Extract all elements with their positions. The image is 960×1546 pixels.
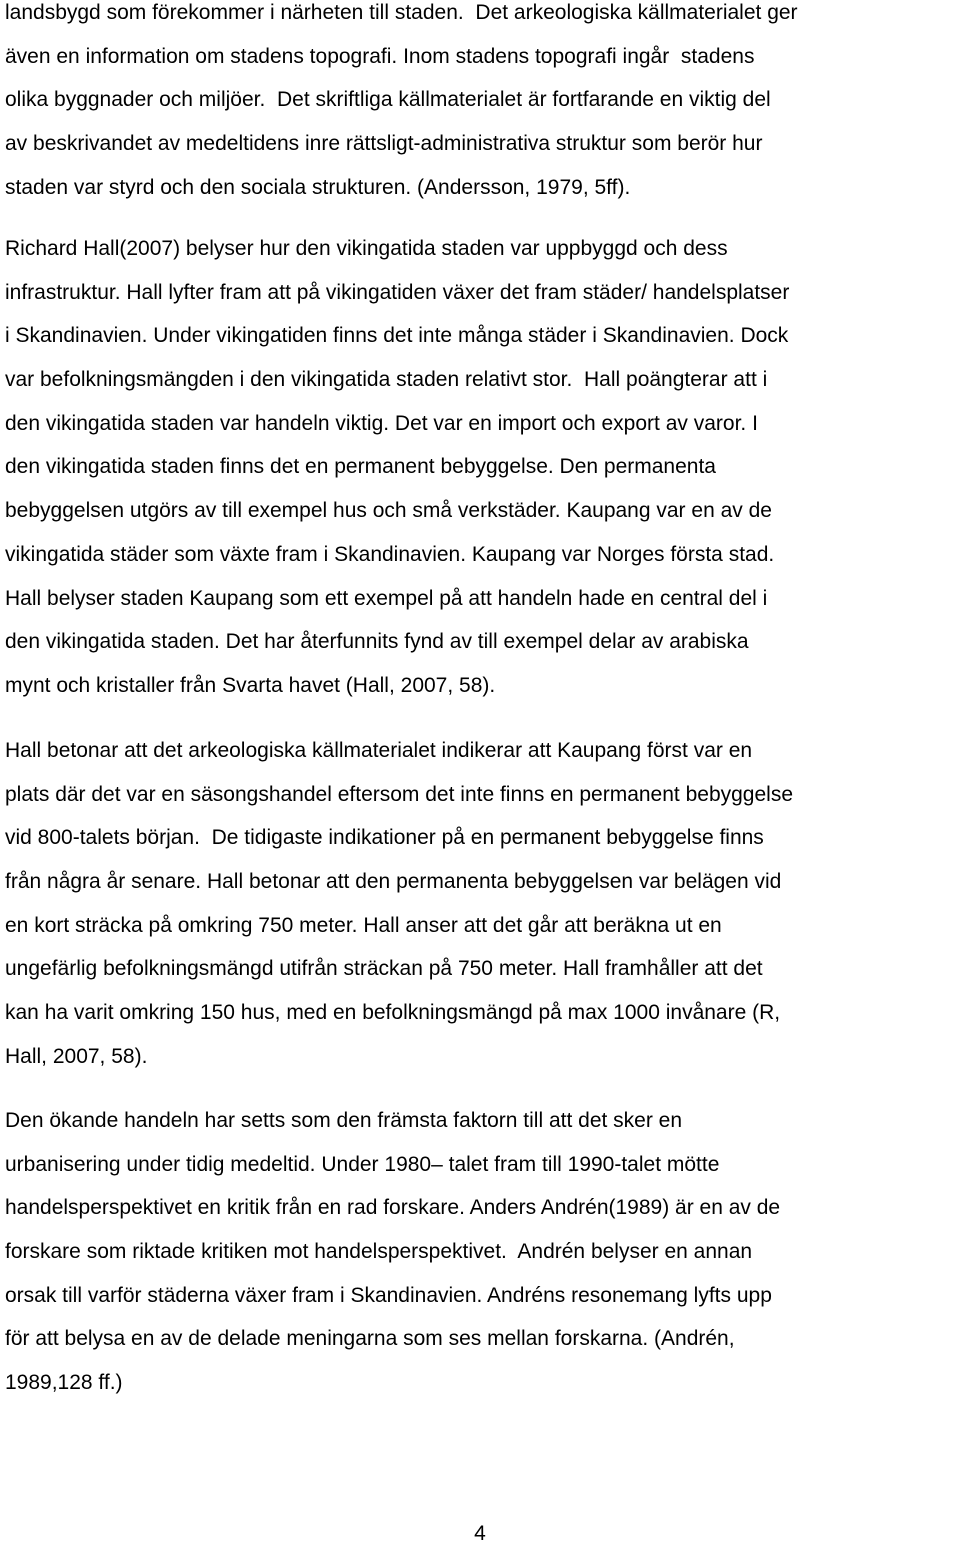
text-line: i Skandinavien. Under vikingatiden finns det inte många städer i Skandinavien. Dock — [5, 324, 789, 348]
text-line: en kort sträcka på omkring 750 meter. Hall anser att det går att beräkna ut en — [5, 913, 722, 937]
text-line: orsak till varför städerna växer fram i Skandinavien. Andréns resonemang lyfts upp — [5, 1283, 772, 1307]
text-line: den vikingatida staden finns det en permanent bebyggelse. Den permanenta — [5, 455, 716, 479]
paragraph-3 — [5, 729, 955, 1079]
paragraph-4 — [5, 1099, 955, 1405]
text-line: den vikingatida staden. Det har återfunnits fynd av till exempel delar av arabiska — [5, 630, 749, 654]
text-line: för att belysa en av de delade meningarna som ses mellan forskarna. (Andrén, — [5, 1327, 735, 1351]
text-line: staden var styrd och den sociala strukturen. (Andersson, 1979, 5ff). — [5, 175, 631, 199]
text-line: handelsperspektivet en kritik från en rad forskare. Anders Andrén(1989) är en av de — [5, 1196, 781, 1220]
text-line: landsbygd som förekommer i närheten till staden. Det arkeologiska källmaterialet ger — [5, 1, 798, 24]
page-number: 4 — [474, 1522, 486, 1545]
text-line: kan ha varit omkring 150 hus, med en befolkningsmängd på max 1000 invånare (R, — [5, 1001, 781, 1025]
text-line: ungefärlig befolkningsmängd utifrån sträckan på 750 meter. Hall framhåller att det — [5, 957, 763, 981]
text-line: även en information om stadens topografi. Inom stadens topografi ingår stadens — [5, 44, 755, 68]
paragraph-1 — [5, 0, 955, 209]
text-line: var befolkningsmängden i den vikingatida staden relativt stor. Hall poängterar att i — [5, 368, 768, 392]
text-line: Hall, 2007, 58). — [5, 1044, 148, 1068]
text-line: Hall betonar att det arkeologiska källmaterialet indikerar att Kaupang först var en — [5, 739, 753, 762]
text-line: vikingatida städer som växte fram i Skandinavien. Kaupang var Norges första stad. — [5, 542, 775, 566]
text-line: urbanisering under tidig medeltid. Under 1980– talet fram till 1990-talet mötte — [5, 1152, 720, 1176]
text-line: 1989,128 ff.) — [5, 1371, 123, 1395]
text-line: från några år senare. Hall betonar att den permanenta bebyggelsen var belägen vid — [5, 870, 782, 894]
text-line: infrastruktur. Hall lyfter fram att på vikingatiden växer det fram städer/ handelsplatser — [5, 280, 790, 304]
text-line: Hall belyser staden Kaupang som ett exempel på att handeln hade en central del i — [5, 586, 768, 610]
text-line: Den ökande handeln har setts som den främsta faktorn till att det sker en — [5, 1109, 683, 1132]
text-line: Richard Hall(2007) belyser hur den vikingatida staden var uppbyggd och dess — [5, 237, 728, 260]
text-line: olika byggnader och miljöer. Det skriftliga källmaterialet är fortfarande en viktig del — [5, 88, 771, 112]
text-line: bebyggelsen utgörs av till exempel hus och små verkstäder. Kaupang var en av de — [5, 499, 772, 523]
text-line: den vikingatida staden var handeln viktig. Det var en import och export av varor. I — [5, 411, 758, 435]
text-line: plats där det var en säsongshandel eftersom det inte finns en permanent bebyggelse — [5, 782, 794, 806]
paragraph-2 — [5, 227, 955, 708]
text-line: forskare som riktade kritiken mot handelsperspektivet. Andrén belyser en annan — [5, 1240, 753, 1264]
text-line: av beskrivandet av medeltidens inre rättsligt-administrativa struktur som berör hur — [5, 132, 763, 156]
text-line: vid 800-talets början. De tidigaste indikationer på en permanent bebyggelse finns — [5, 826, 764, 850]
text-line: mynt och kristaller från Svarta havet (Hall, 2007, 58). — [5, 673, 496, 697]
